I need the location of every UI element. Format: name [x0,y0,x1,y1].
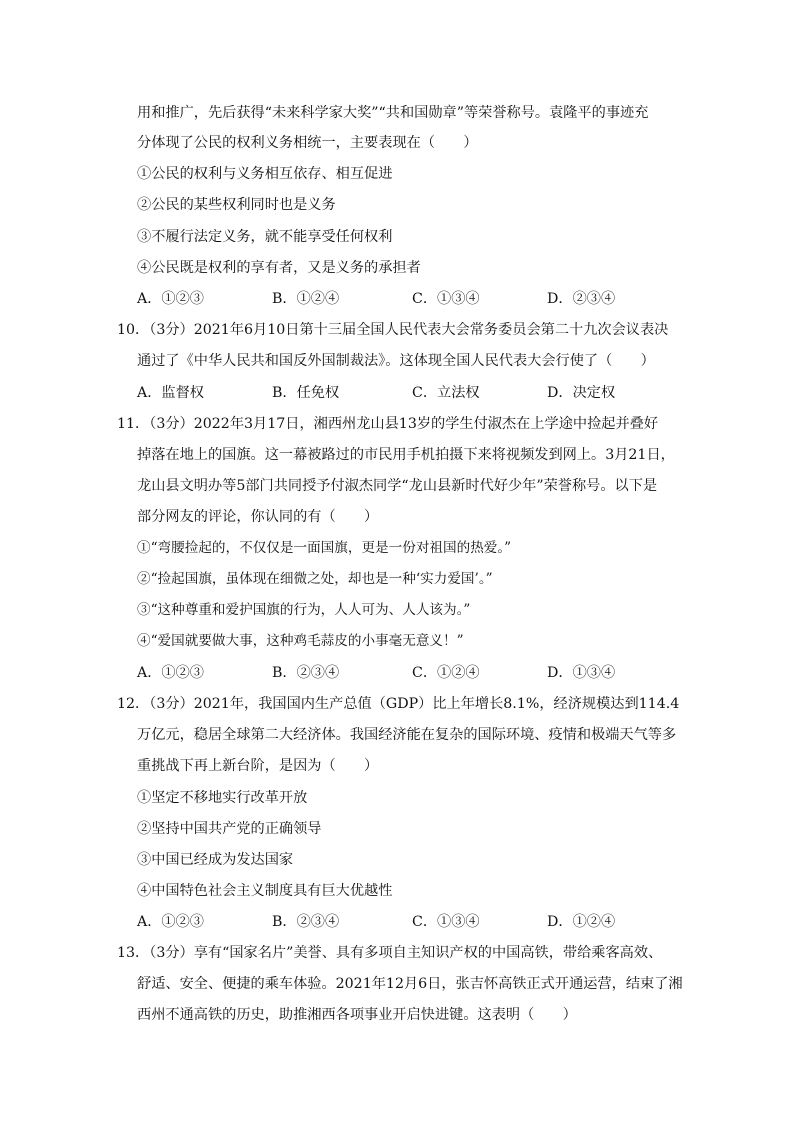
q10-options [137,383,677,403]
q12-option-b[interactable]: B．②③④ [272,914,340,930]
q11-stem-line-3: 龙山县文明办等5部门共同授予付淑杰同学“龙山县新时代好少年”荣誉称号。以下是 [137,478,658,494]
q9-options [137,289,677,309]
q11-statement-2: ②“捡起国旗，虽体现在细微之处，却也是一种‘实力爱国’。” [137,571,493,587]
q9-stem-line-1: 用和推广，先后获得“未来科学家大奖”“共和国勋章”等荣誉称号。袁隆平的事迹充 [137,105,649,121]
q10-option-b[interactable]: B．任免权 [272,385,340,401]
q12-options [137,912,677,932]
q12-option-c[interactable]: C．①③④ [412,914,480,930]
q12-statement-4: ④中国特色社会主义制度具有巨大优越性 [137,883,393,899]
q9-option-a[interactable]: A．①②③ [137,291,204,307]
q13-stem-line-2: 舒适、安全、便捷的乘车体验。2021年12月6日，张吉怀高铁正式开通运营，结束了湘 [137,976,683,992]
q12-statement-1: ①坚定不移地实行改革开放 [137,790,308,806]
q10-stem-line-1: 10．（3分）2021年6月10日第十三届全国人民代表大会常务委员会第二十九次会议表决 [117,322,669,338]
q11-option-a[interactable]: A．①②③ [137,665,204,681]
q10-option-a[interactable]: A．监督权 [137,385,204,401]
q11-option-b[interactable]: B．②③④ [272,665,340,681]
q9-option-b[interactable]: B．①②④ [272,291,340,307]
q9-option-c[interactable]: C．①③④ [412,291,480,307]
q9-stem-line-2: 分体现了公民的权利义务相统一，主要表现在（ ） [137,135,478,151]
q10-option-d[interactable]: D．决定权 [547,385,616,401]
q12-option-d[interactable]: D．①②④ [547,914,616,930]
q11-stem-line-1: 11．（3分）2022年3月17日，湘西州龙山县13岁的学生付淑杰在上学途中捡起并叠好 [117,416,659,432]
q12-stem-line-3: 重挑战下再上新台阶，是因为（ ） [137,758,379,774]
q9-statement-1: ①公民的权利与义务相互依存、相互促进 [137,166,393,182]
q13-stem-line-3: 西州不通高铁的历史，助推湘西各项事业开启快进键。这表明（ ） [137,1007,577,1023]
q13-stem-line-1: 13．（3分）享有“国家名片”美誉、具有多项自主知识产权的中国高铁，带给乘客高效、 [117,945,663,961]
q9-option-d[interactable]: D．②③④ [547,291,616,307]
q10-option-c[interactable]: C．立法权 [412,385,480,401]
q9-statement-4: ④公民既是权利的享有者，又是义务的承担者 [137,260,421,276]
q12-statement-3: ③中国已经成为发达国家 [137,852,294,868]
q10-stem-line-2: 通过了《中华人民共和国反外国制裁法》。这体现全国人民代表大会行使了（ ） [137,353,655,369]
q12-statement-2: ②坚持中国共产党的正确领导 [137,821,322,837]
q12-stem-line-1: 12．（3分）2021年，我国国内生产总值（GDP）比上年增长8.1%，经济规模达到114.4 [117,696,680,712]
q9-statement-2: ②公民的某些权利同时也是义务 [137,197,336,213]
q11-options [137,663,677,683]
q12-stem-line-2: 万亿元，稳居全球第二大经济体。我国经济能在复杂的国际环境、疫情和极端天气等多 [137,727,677,743]
q11-option-d[interactable]: D．①③④ [547,665,616,681]
q12-option-a[interactable]: A．①②③ [137,914,204,930]
q11-option-c[interactable]: C．①②④ [412,665,480,681]
q11-statement-4: ④“爱国就要做大事，这种鸡毛蒜皮的小事毫无意义！” [137,633,464,649]
q11-stem-line-2: 掉落在地上的国旗。这一幕被路过的市民用手机拍摄下来将视频发到网上。3月21日， [137,447,675,463]
q9-statement-3: ③不履行法定义务，就不能享受任何权利 [137,229,393,245]
q11-stem-line-4: 部分网友的评论，你认同的有（ ） [137,509,379,525]
q11-statement-3: ③“这种尊重和爱护国旗的行为，人人可为、人人该为。” [137,602,471,618]
q11-statement-1: ①“弯腰捡起的，不仅仅是一面国旗，更是一份对祖国的热爱。” [137,540,512,556]
